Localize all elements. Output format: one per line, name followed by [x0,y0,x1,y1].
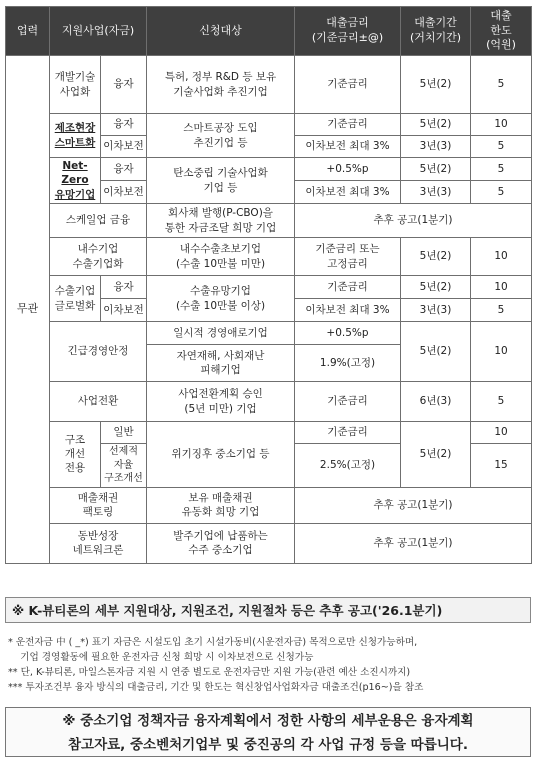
rate-cell: 기준금리 [295,56,401,114]
type-cell: 선제적 자율 구조개선 [101,444,147,488]
program-cell: 구조 개선 전용 [50,422,101,488]
limit-cell: 5 [471,181,532,204]
type-cell: 융자 [101,158,147,181]
target-cell: 자연재해, 사회재난 피해기업 [147,345,295,382]
table-header-row [6,7,532,56]
type-cell: 이차보전 [101,136,147,158]
rate-cell: 추후 공고(1분기) [295,204,532,238]
table-row [6,523,532,563]
period-cell: 6년(3) [401,382,471,422]
notice-text: ※ K-뷰티론의 세부 지원대상, 지원조건, 지원절차 등은 추후 공고('26.1분기) [12,603,443,618]
target-cell: 발주기업에 납품하는 수주 중소기업 [147,523,295,563]
notice-box [5,597,531,623]
target-cell: 일시적 경영애로기업 [147,322,295,345]
target-cell: 보유 매출채권 유동화 희망 기업 [147,487,295,523]
table-row [6,382,532,422]
bottom-notice-line1: ※ 중소기업 정책자금 융자계획에서 정한 사항의 세부운용은 융자계획 [62,713,474,729]
header-limit: 대출 한도 (억원) [471,7,532,56]
program-cell: 수출기업 글로벌화 [50,276,101,322]
loan-conditions-table [5,6,532,564]
footnote: ** 단, K-뷰티론, 마일스톤자금 지원 시 연중 별도로 운전자금만 지원 가능(관련 예산 소진시까지) [8,666,411,678]
footnote: 기업 경영활동에 필요한 운전자금 신청 희망 시 이차보전으로 신청가능 [8,651,314,663]
period-cell: 5년(2) [401,114,471,136]
type-cell: 일반 [101,422,147,444]
period-cell: 5년(2) [401,56,471,114]
program-cell: 스케일업 금융 [50,204,147,238]
target-cell: 스마트공장 도입 추진기업 등 [147,114,295,158]
limit-cell: 15 [471,444,532,488]
table-row [6,422,532,444]
table-row [6,487,532,523]
table-row [6,276,532,299]
period-cell: 5년(2) [401,238,471,276]
program-cell: 사업전환 [50,382,147,422]
table-row [6,322,532,345]
target-cell: 내수수출초보기업 (수출 10만불 미만) [147,238,295,276]
limit-cell: 10 [471,422,532,444]
header-program: 지원사업(자금) [50,7,147,56]
header-period: 대출기간 (거치기간) [401,7,471,56]
period-cell: 5년(2) [401,276,471,299]
rate-cell: 기준금리 [295,422,401,444]
target-cell: 수출유망기업 (수출 10만불 이상) [147,276,295,322]
type-cell: 이차보전 [101,299,147,322]
rate-cell: 이차보전 최대 3% [295,181,401,204]
type-cell: 융자 [101,56,147,114]
industry-cell: 무관 [6,56,50,564]
period-cell: 5년(2) [401,158,471,181]
rate-cell: 이차보전 최대 3% [295,136,401,158]
limit-cell: 5 [471,136,532,158]
limit-cell: 5 [471,56,532,114]
limit-cell: 5 [471,382,532,422]
program-cell: 동반성장 네트워크론 [50,523,147,563]
rate-cell: 2.5%(고정) [295,444,401,488]
period-cell: 3년(3) [401,136,471,158]
program-cell: 내수기업 수출기업화 [50,238,147,276]
limit-cell: 5 [471,158,532,181]
rate-cell: 기준금리 [295,276,401,299]
rate-cell: +0.5%p [295,158,401,181]
rate-cell: 이차보전 최대 3% [295,299,401,322]
footnote: * 운전자금 中 ( _*) 표기 자금은 시설도입 초기 시설가동비(시운전자금) 목적으로만 신청가능하며, [8,637,418,648]
rate-cell: 기준금리 [295,114,401,136]
rate-cell: 추후 공고(1분기) [295,523,532,563]
table-row [6,158,532,181]
program-cell: 긴급경영안정 [50,322,147,382]
rate-cell: 기준금리 [295,382,401,422]
period-cell: 3년(3) [401,181,471,204]
limit-cell: 10 [471,114,532,136]
program-cell: 제조현장 스마트화 [50,114,101,158]
program-cell: 개발기술 사업화 [50,56,101,114]
target-cell: 특허, 정부 R&D 등 보유 기술사업화 추진기업 [147,56,295,114]
header-rate: 대출금리 (기준금리±@) [295,7,401,56]
limit-cell: 10 [471,276,532,299]
rate-cell: +0.5%p [295,322,401,345]
limit-cell: 10 [471,322,532,382]
type-cell: 융자 [101,114,147,136]
header-industry: 업력 [6,7,50,56]
rate-cell: 기준금리 또는 고정금리 [295,238,401,276]
rate-cell: 1.9%(고정) [295,345,401,382]
target-cell: 탄소중립 기술사업화 기업 등 [147,158,295,204]
target-cell: 사업전환계획 승인 (5년 미만) 기업 [147,382,295,422]
limit-cell: 10 [471,238,532,276]
limit-cell: 5 [471,299,532,322]
rate-cell: 추후 공고(1분기) [295,487,532,523]
type-cell: 이차보전 [101,181,147,204]
period-cell: 5년(2) [401,422,471,488]
type-cell: 융자 [101,276,147,299]
table-row [6,238,532,276]
bottom-notice-line2: 참고자료, 중소벤처기업부 및 중진공의 각 사업 규정 등을 따릅니다. [68,736,468,753]
program-cell: Net-Zero 유망기업 [50,158,101,204]
program-cell: 매출채권 팩토링 [50,487,147,523]
period-cell: 3년(3) [401,299,471,322]
footnotes [8,636,532,695]
header-target: 신청대상 [147,7,295,56]
bottom-notice-box [5,707,531,757]
table-row [6,204,532,238]
footnote: *** 투자조건부 융자 방식의 대출금리, 기간 및 한도는 혁신창업사업화자금 대출조건(p16~)을 참조 [8,681,424,693]
table-row [6,114,532,136]
target-cell: 회사채 발행(P-CBO)을 통한 자금조달 희망 기업 [147,204,295,238]
table-row [6,56,532,114]
target-cell: 위기징후 중소기업 등 [147,422,295,488]
period-cell: 5년(2) [401,322,471,382]
